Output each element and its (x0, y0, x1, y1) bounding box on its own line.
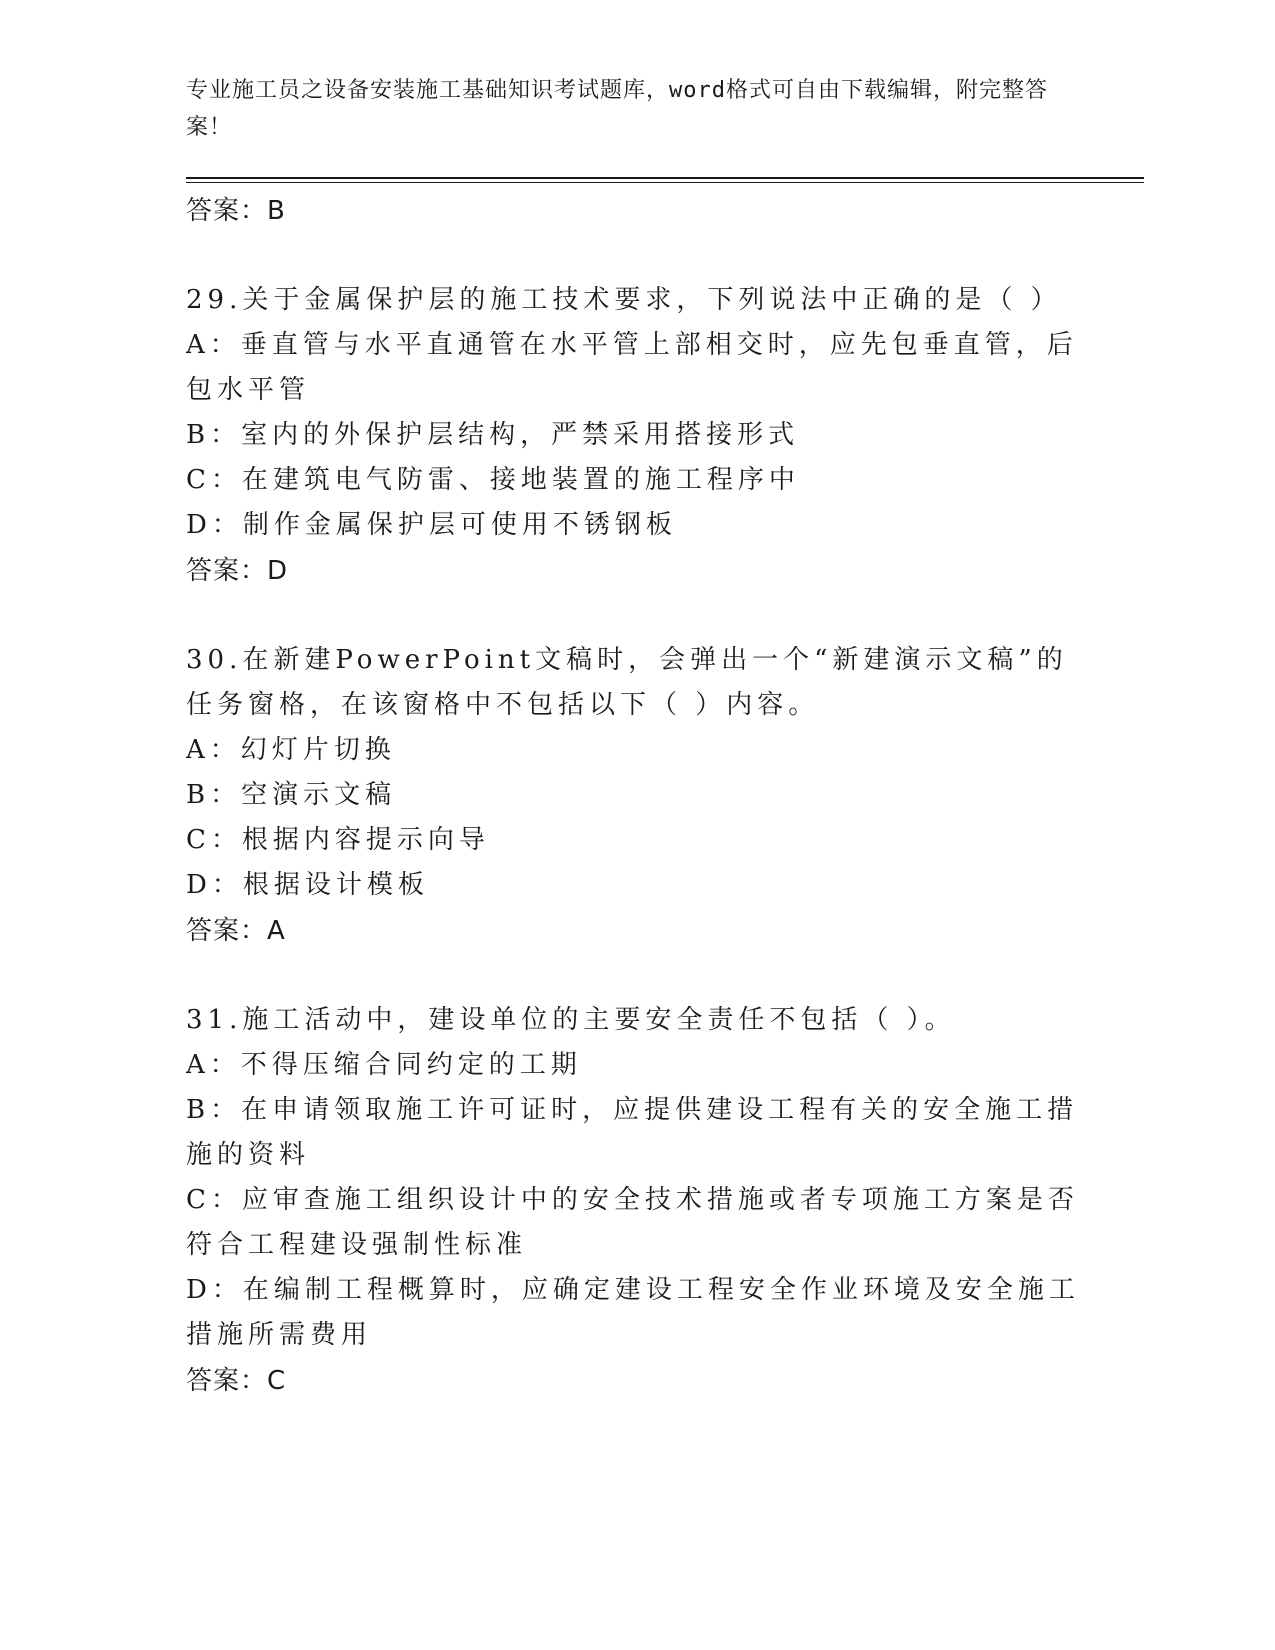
option-b: B：空演示文稿 (186, 780, 397, 810)
option-c: C：在建筑电气防雷、接地装置的施工程序中 (186, 465, 800, 495)
option-d: D：制作金属保护层可使用不锈钢板 (186, 510, 677, 540)
option-c: C：应审查施工组织设计中的安全技术措施或者专项施工方案是否符合工程建设强制性标准 (186, 1185, 1079, 1260)
question-block-30 (186, 638, 1086, 954)
question-block-31 (186, 998, 1086, 1404)
option-d: D：在编制工程概算时，应确定建设工程安全作业环境及安全施工措施所需费用 (186, 1275, 1080, 1350)
header-divider-thin (186, 182, 1144, 183)
spacer (186, 954, 1086, 998)
option-b: B：在申请领取施工许可证时，应提供建设工程有关的安全施工措施的资料 (186, 1095, 1079, 1170)
answer-line: 答案：A (186, 916, 286, 946)
option-a: A：垂直管与水平直通管在水平管上部相交时，应先包垂直管，后包水平管 (186, 330, 1078, 405)
question-list (186, 188, 1086, 1404)
answer-line: 答案：D (186, 556, 289, 586)
question-stem: 30.在新建PowerPoint文稿时，会弹出一个“新建演示文稿”的任务窗格，在该窗格中不包括以下（ ）内容。 (186, 645, 1068, 720)
option-a: A：幻灯片切换 (186, 735, 396, 765)
document-header: 专业施工员之设备安装施工基础知识考试题库，word格式可自由下载编辑，附完整答案！ (186, 78, 1048, 140)
spacer (186, 234, 1086, 278)
answer-line: 答案：B (186, 196, 286, 226)
option-a: A：不得压缩合同约定的工期 (186, 1050, 582, 1080)
question-stem: 29.关于金属保护层的施工技术要求，下列说法中正确的是（ ） (186, 285, 1062, 315)
question-block-29 (186, 278, 1086, 594)
option-d: D：根据设计模板 (186, 870, 429, 900)
option-c: C：根据内容提示向导 (186, 825, 490, 855)
header-divider (186, 177, 1144, 179)
spacer (186, 594, 1086, 638)
option-b: B：室内的外保护层结构，严禁采用搭接形式 (186, 420, 800, 450)
question-stem: 31.施工活动中，建设单位的主要安全责任不包括（ ）。 (186, 1005, 956, 1035)
answer-line: 答案：C (186, 1366, 287, 1396)
